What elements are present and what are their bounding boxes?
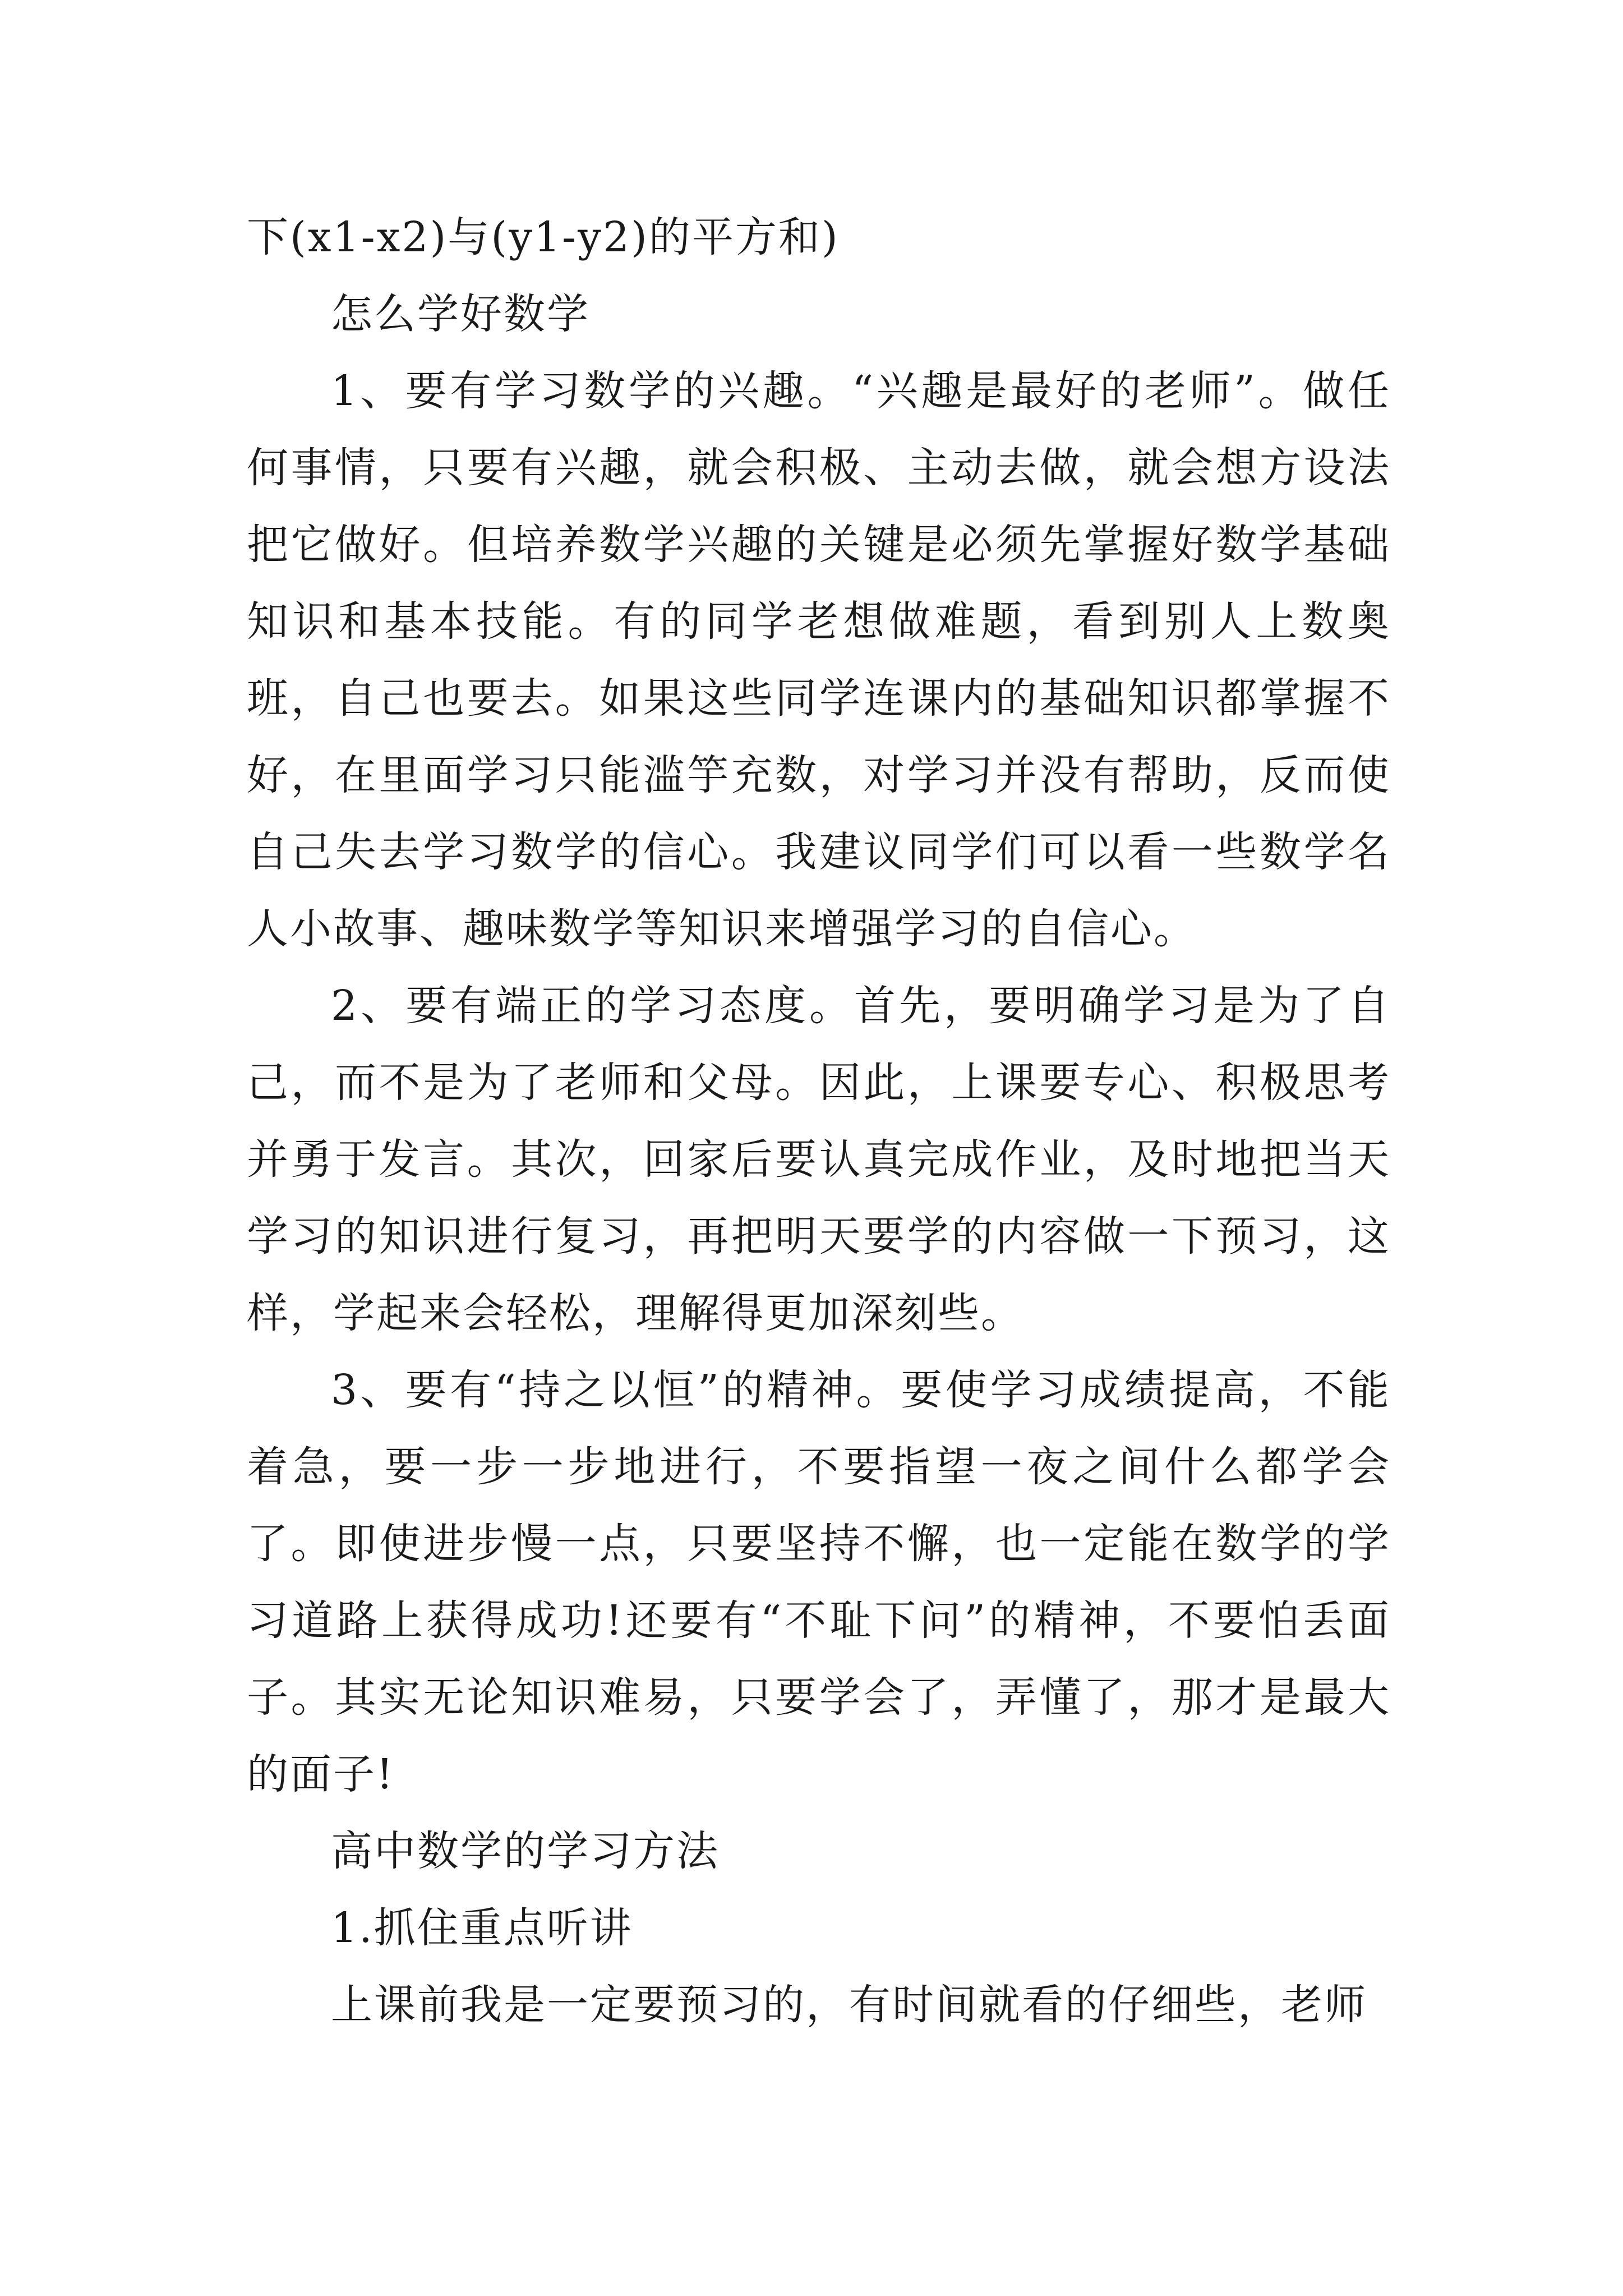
paragraph-attitude: 2、要有端正的学习态度。首先，要明确学习是为了自己，而不是为了老师和父母。因此，上课要专心、积极思考并勇于发言。其次，回家后要认真完成作业，及时地把当天学习的知识进行复习，再把明天要学的内容做一下预习，这样，学起来会轻松，理解得更加深刻些。 (247, 982, 1391, 1337)
subheading-focus-listening: 1.抓住重点听讲 (331, 1904, 633, 1952)
paragraph-interest: 1、要有学习数学的兴趣。“兴趣是最好的老师”。做任何事情，只要有兴趣，就会积极、主动去做，就会想方设法把它做好。但培养数学兴趣的关键是必须先掌握好数学基础知识和基本技能。有的同学老想做难题，看到别人上数奥班，自己也要去。如果这些同学连课内的基础知识都掌握不好，在里面学习只能滥竽充数，对学习并没有帮助，反而使自己失去学习数学的信心。我建议同学们可以看一些数学名人小故事、趣味数学等知识来增强学习的自信心。 (247, 367, 1391, 953)
paragraph-formula-continuation: 下(x1-x2)与(y1-y2)的平方和) (247, 213, 840, 261)
heading-how-to-learn-math: 怎么学好数学 (331, 290, 590, 338)
paragraph-preview-before-class: 上课前我是一定要预习的，有时间就看的仔细些，老师 (331, 1981, 1367, 2029)
document-body (247, 199, 1391, 2044)
heading-high-school-math-methods: 高中数学的学习方法 (331, 1827, 720, 1875)
paragraph-perseverance: 3、要有“持之以恒”的精神。要使学习成绩提高，不能着急，要一步一步地进行，不要指望一夜之间什么都学会了。即使进步慢一点，只要坚持不懈，也一定能在数学的学习道路上获得成功!还要有“不耻下问”的精神，不要怕丢面子。其实无论知识难易，只要学会了，弄懂了，那才是最大的面子! (247, 1366, 1391, 1798)
